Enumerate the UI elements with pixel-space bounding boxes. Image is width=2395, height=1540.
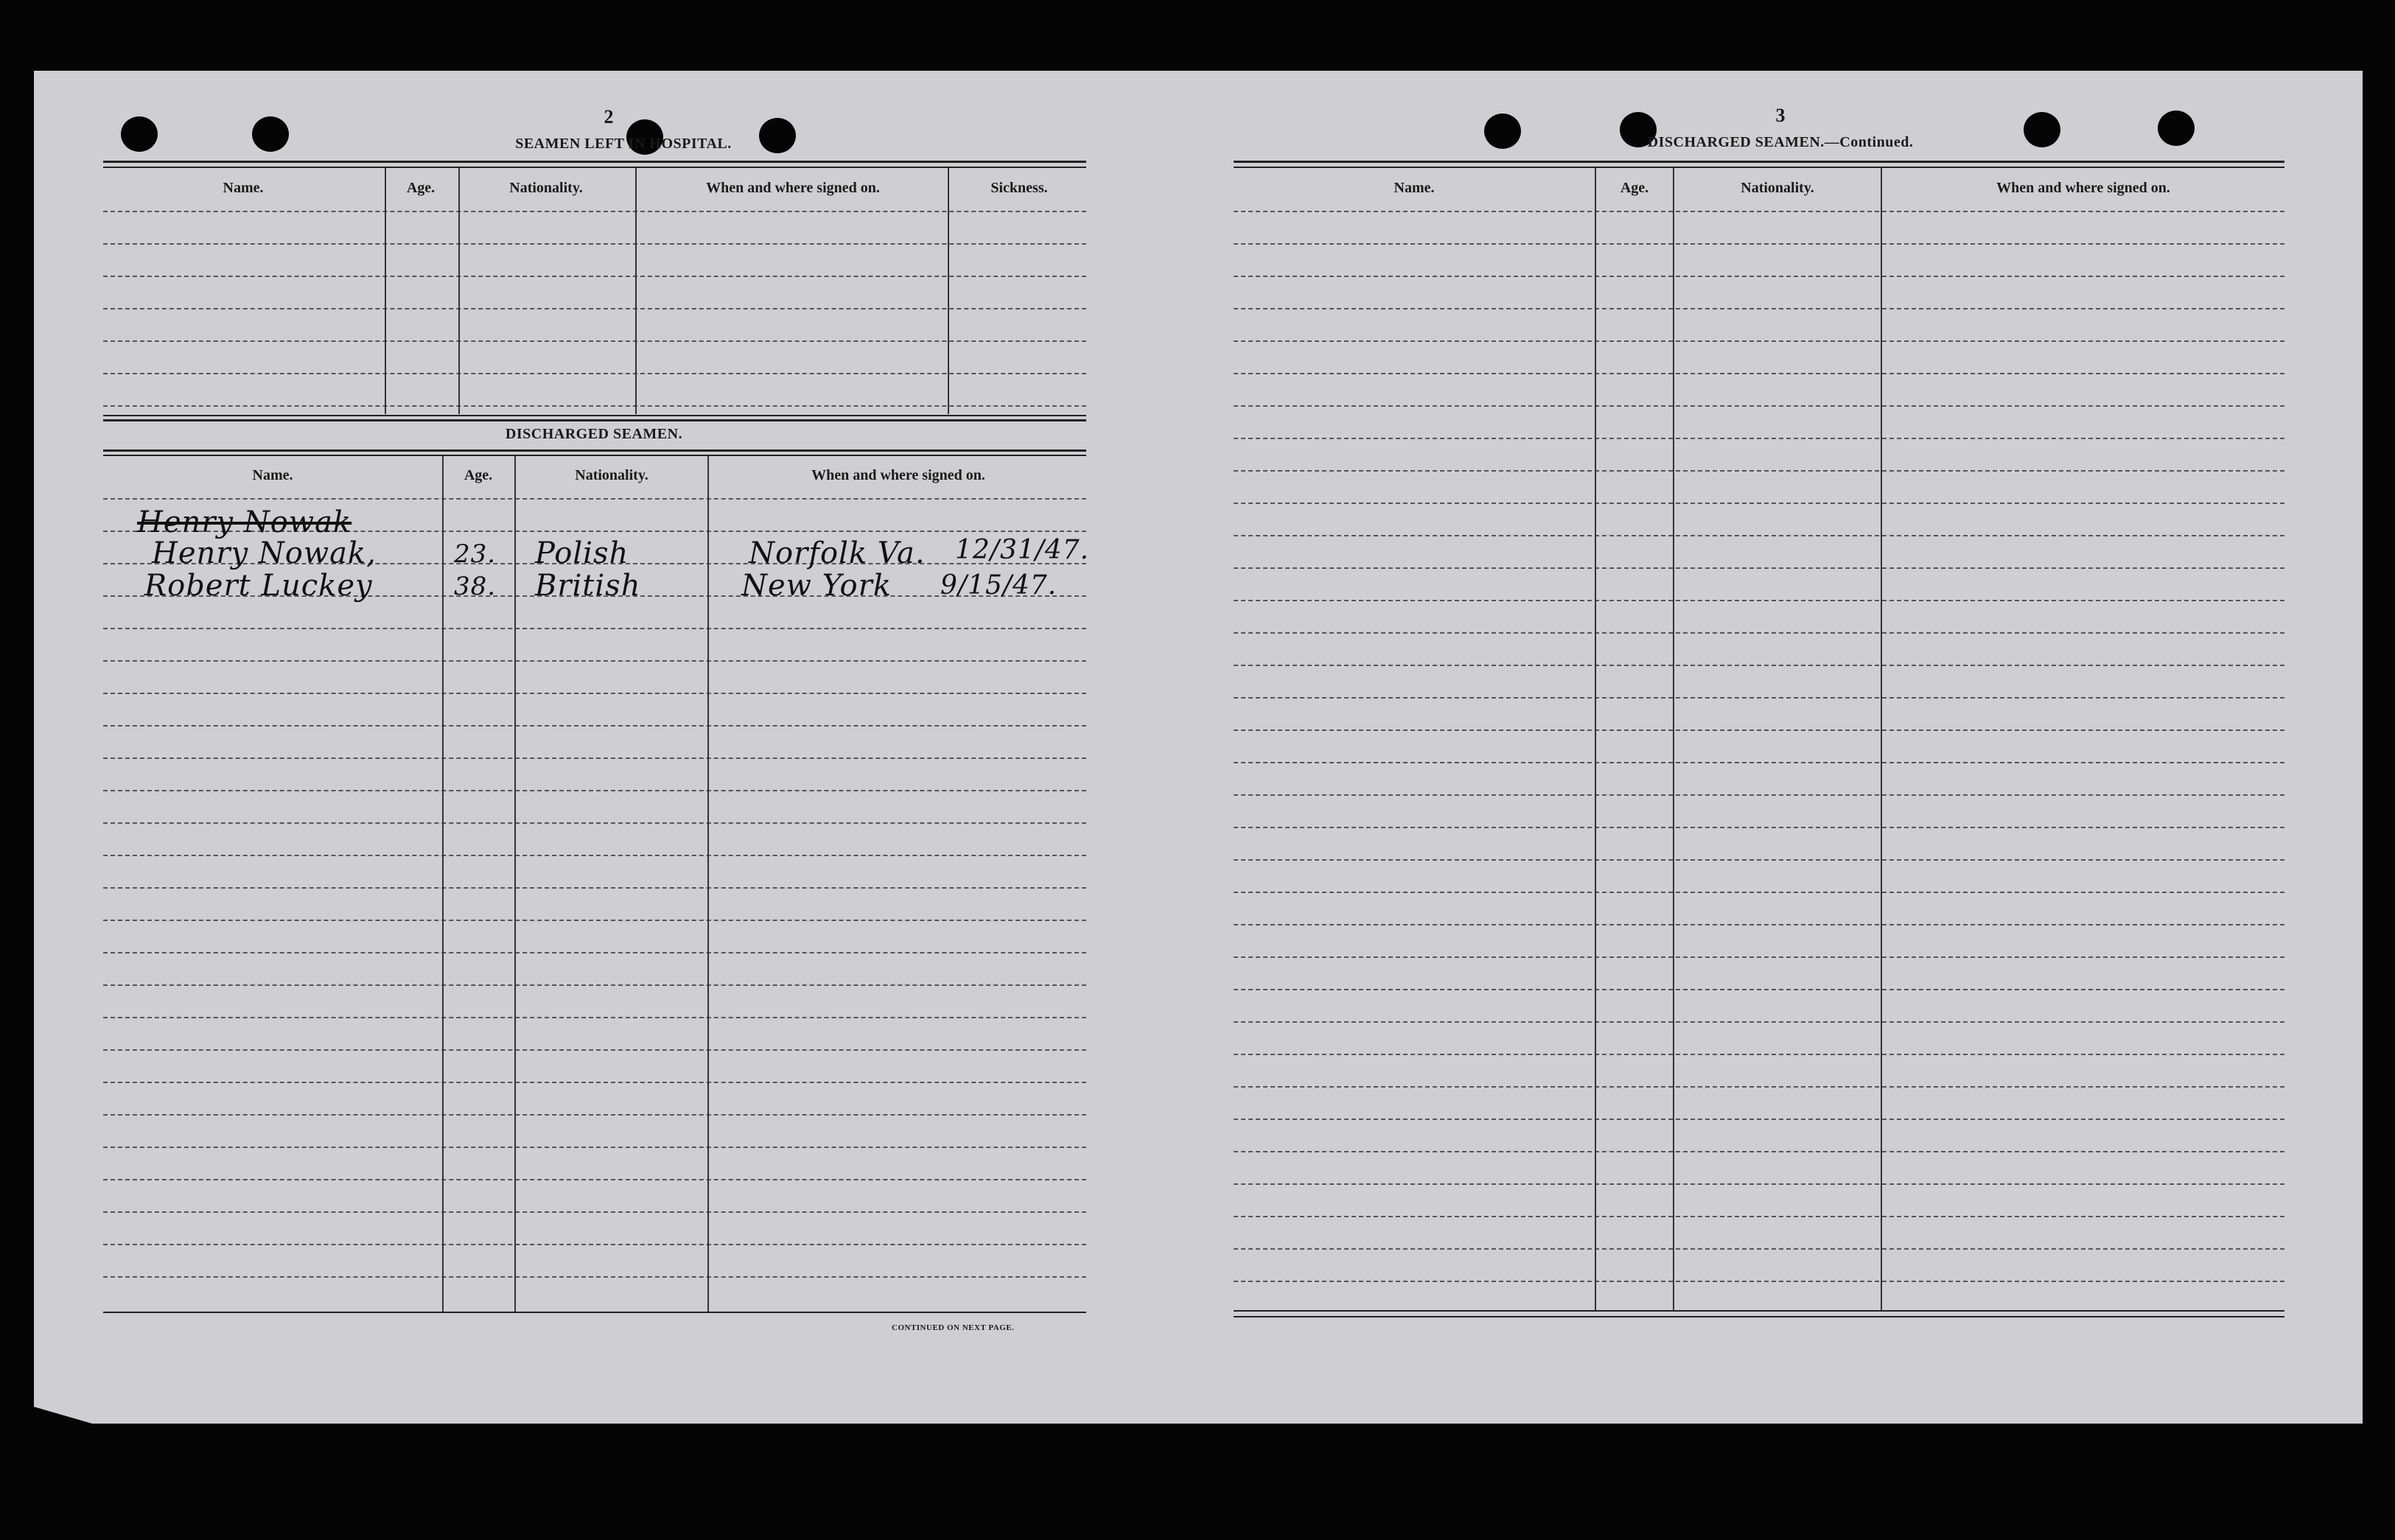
punch-hole — [2024, 112, 2060, 147]
ruled-line — [1234, 924, 2284, 925]
punch-hole — [1484, 113, 1521, 149]
column-divider — [635, 168, 637, 414]
ruled-line — [103, 920, 1086, 921]
col-signed-on: When and where signed on. — [1996, 180, 2170, 196]
rule — [103, 419, 1086, 421]
ruled-line — [103, 211, 1086, 212]
ruled-line — [1234, 794, 2284, 796]
ruled-line — [1234, 600, 2284, 601]
punch-hole — [121, 116, 158, 152]
ruled-line — [1234, 989, 2284, 990]
rule — [1234, 167, 2284, 168]
continued-note: CONTINUED ON NEXT PAGE. — [892, 1323, 1015, 1332]
ruled-line — [103, 373, 1086, 374]
column-divider — [1595, 168, 1596, 1310]
col-name: Name. — [1394, 180, 1435, 196]
col-signed-on: When and where signed on. — [811, 467, 985, 483]
entry-nationality: British — [535, 569, 641, 603]
page-number: 2 — [604, 106, 614, 127]
col-age: Age. — [406, 180, 436, 196]
entry-signed-on-place: New York — [741, 569, 892, 603]
ruled-line — [103, 790, 1086, 791]
column-divider — [385, 168, 386, 414]
ruled-line — [1234, 470, 2284, 472]
punch-hole — [252, 116, 289, 152]
ruled-line — [1234, 276, 2284, 277]
ruled-line — [103, 498, 1086, 500]
entry-name-struck: Henry Nowak — [137, 505, 352, 539]
rule — [103, 161, 1086, 163]
ruled-line — [1234, 827, 2284, 828]
col-nationality: Nationality. — [1741, 180, 1814, 196]
ruled-line — [103, 1017, 1086, 1018]
ruled-line — [103, 693, 1086, 694]
ruled-line — [1234, 729, 2284, 731]
column-divider — [458, 168, 460, 414]
ruled-line — [103, 725, 1086, 727]
entry-signed-on-date: 12/31/47. — [955, 535, 1090, 565]
ruled-line — [1234, 340, 2284, 342]
ruled-line — [103, 308, 1086, 309]
ruled-line — [1234, 1086, 2284, 1088]
ruled-line — [1234, 1151, 2284, 1152]
ruled-line — [1234, 632, 2284, 634]
hospital-section-title: SEAMEN LEFT IN HOSPITAL. — [515, 136, 732, 152]
ruled-line — [103, 757, 1086, 759]
col-age: Age. — [464, 467, 493, 483]
page-number: 3 — [1775, 105, 1786, 126]
entry-name: Robert Luckey — [144, 569, 373, 603]
punch-hole — [2158, 111, 2195, 146]
ruled-line — [103, 1114, 1086, 1116]
ruled-line — [103, 952, 1086, 953]
col-age: Age. — [1620, 180, 1649, 196]
discharged-section-title: DISCHARGED SEAMEN. — [505, 426, 683, 442]
ruled-line — [1234, 1281, 2284, 1282]
ruled-line — [103, 1179, 1086, 1180]
entry-signed-on-place: Norfolk Va. — [749, 536, 926, 570]
ruled-line — [103, 1049, 1086, 1051]
ruled-line — [103, 405, 1086, 407]
ruled-line — [1234, 405, 2284, 407]
ruled-line — [103, 822, 1086, 824]
ruled-line — [1234, 438, 2284, 439]
ruled-line — [1234, 503, 2284, 504]
ruled-line — [103, 1276, 1086, 1278]
column-divider — [442, 456, 444, 1312]
ruled-line — [103, 984, 1086, 986]
rule — [1234, 1310, 2284, 1312]
ruled-line — [103, 1082, 1086, 1083]
ruled-line — [1234, 665, 2284, 666]
rule — [103, 455, 1086, 456]
ruled-line — [1234, 373, 2284, 374]
ruled-line — [1234, 892, 2284, 893]
entry-signed-on-date: 9/15/47. — [940, 570, 1057, 601]
ruled-line — [1234, 762, 2284, 763]
entry-age: 38. — [454, 572, 497, 601]
ruled-line — [103, 855, 1086, 856]
discharged-continued-title: DISCHARGED SEAMEN.—Continued. — [1647, 134, 1914, 150]
entry-nationality: Polish — [535, 536, 629, 570]
ruled-line — [1234, 1021, 2284, 1023]
ruled-line — [103, 887, 1086, 889]
entry-name: Henry Nowak, — [152, 536, 377, 570]
col-name: Name. — [223, 180, 264, 196]
rule — [1234, 161, 2284, 163]
ruled-line — [1234, 535, 2284, 536]
ruled-line — [1234, 1119, 2284, 1120]
ruled-line — [1234, 697, 2284, 699]
ruled-line — [103, 243, 1086, 245]
rule — [103, 449, 1086, 452]
column-divider — [948, 168, 949, 414]
column-divider — [514, 456, 516, 1312]
ruled-line — [1234, 243, 2284, 245]
ruled-line — [1234, 1216, 2284, 1217]
rule — [103, 167, 1086, 168]
ruled-line — [1234, 567, 2284, 569]
col-signed-on: When and where signed on. — [706, 180, 880, 196]
ruled-line — [103, 660, 1086, 662]
ruled-line — [103, 340, 1086, 342]
column-divider — [1673, 168, 1674, 1310]
rule — [103, 415, 1086, 416]
rule — [103, 1312, 1086, 1313]
ruled-line — [1234, 308, 2284, 309]
rule — [1234, 1316, 2284, 1317]
ruled-line — [103, 1147, 1086, 1148]
ruled-line — [1234, 1054, 2284, 1055]
col-nationality: Nationality. — [575, 467, 648, 483]
ruled-line — [1234, 859, 2284, 861]
entry-age: 23. — [454, 539, 497, 569]
col-nationality: Nationality. — [509, 180, 583, 196]
ruled-line — [1234, 1248, 2284, 1250]
col-sickness: Sickness. — [990, 180, 1048, 196]
manifest-sheet — [34, 71, 2363, 1424]
ruled-line — [103, 276, 1086, 277]
ruled-line — [1234, 956, 2284, 958]
ruled-line — [103, 1244, 1086, 1245]
ruled-line — [103, 628, 1086, 629]
col-name: Name. — [252, 467, 293, 483]
ruled-line — [103, 1211, 1086, 1213]
ruled-line — [1234, 211, 2284, 212]
column-divider — [707, 456, 709, 1312]
ruled-line — [1234, 1183, 2284, 1185]
column-divider — [1881, 168, 1882, 1310]
